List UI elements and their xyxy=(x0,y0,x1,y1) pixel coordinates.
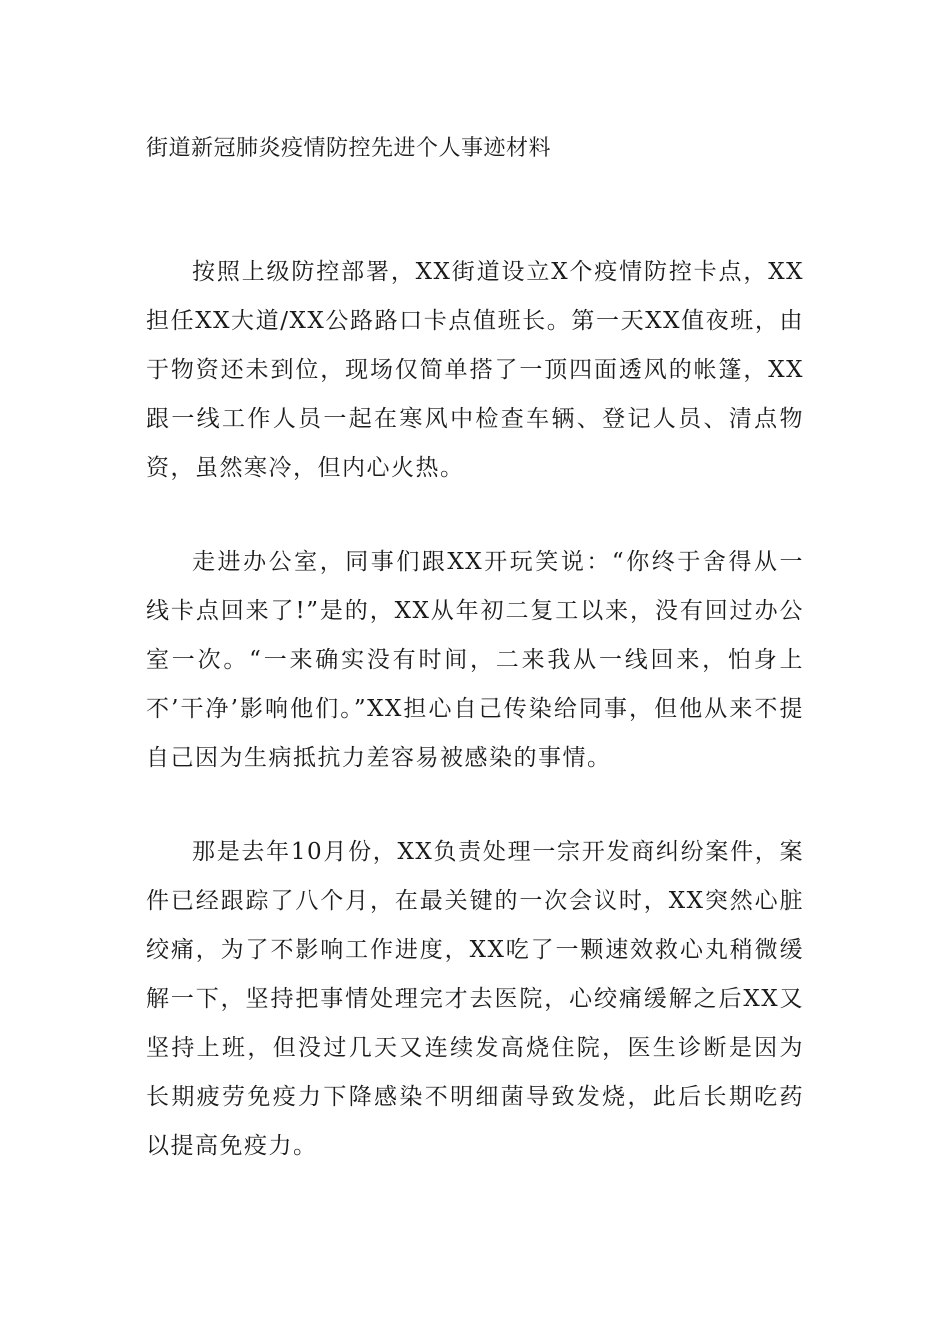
body-paragraph-3: 那是去年10月份，XX负责处理一宗开发商纠纷案件，案件已经跟踪了八个月，在最关键的一次会议时，XX突然心脏绞痛，为了不影响工作进度，XX吃了一颗速效救心丸稍微缓解一下，坚持把事情处理完才去医院，心绞痛缓解之后XX又坚持上班，但没过几天又连续发高烧住院，医生诊断是因为长期疲劳免疫力下降感染不明细菌导致发烧，此后长期吃药以提高免疫力。 xyxy=(146,839,804,1159)
body-paragraph-1: 按照上级防控部署，XX街道设立X个疫情防控卡点，XX担任XX大道/XX公路路口卡点值班长。第一天XX值夜班，由于物资还未到位，现场仅简单搭了一顶四面透风的帐篷，XX跟一线工作人员一起在寒风中检查车辆、登记人员、清点物资，虽然寒冷，但内心火热。 xyxy=(146,259,804,481)
document-body xyxy=(146,248,804,1216)
document-title: 街道新冠肺炎疫情防控先进个人事迹材料 xyxy=(146,136,552,161)
body-paragraph-2: 走进办公室，同事们跟XX开玩笑说：“你终于舍得从一线卡点回来了!”是的，XX从年初二复工以来，没有回过办公室一次。“一来确实没有时间，二来我从一线回来，怕身上不’干净’影响他们。”XX担心自己传染给同事，但他从来不提自己因为生病抵抗力差容易被感染的事情。 xyxy=(146,549,804,771)
